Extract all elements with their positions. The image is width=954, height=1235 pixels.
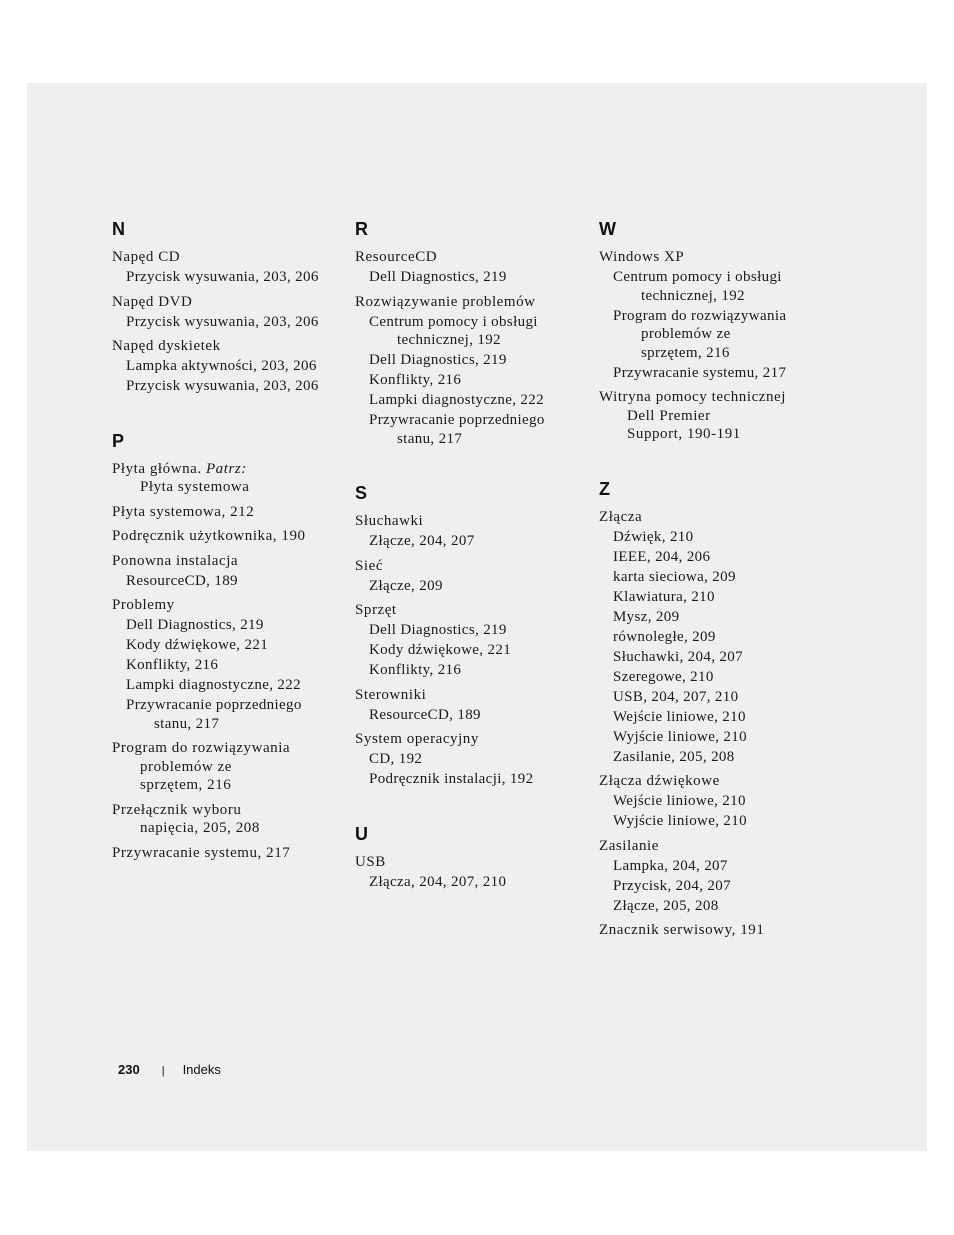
subentry-text: Złącze, 205, 208	[613, 897, 719, 914]
subentry-list	[355, 873, 595, 892]
index-term-text: ResourceCD	[355, 249, 438, 265]
index-subentry	[599, 877, 844, 896]
index-term	[112, 460, 352, 479]
subentry-text: Przycisk wysuwania, 203, 206	[126, 378, 319, 394]
index-term-text: Sprzęt	[355, 602, 397, 618]
index-term-text: Złącza	[599, 508, 643, 525]
subentry-text: IEEE, 204, 206	[613, 548, 711, 565]
index-term-text: Zasilanie	[599, 837, 659, 854]
index-section	[599, 478, 844, 940]
subentry-text: Lampka, 204, 207	[613, 857, 728, 874]
index-entry	[112, 337, 352, 396]
subentry-list	[355, 750, 595, 789]
see-reference: Patrz:	[205, 460, 247, 477]
section-letter: R	[355, 219, 368, 239]
index-section	[355, 218, 595, 448]
section-letter: W	[599, 219, 616, 239]
index-term-text: Podręcznik użytkownika, 190	[112, 528, 306, 544]
subentry-text: Podręcznik instalacji, 192	[369, 771, 534, 787]
subentry-text: Dell Diagnostics, 219	[126, 617, 264, 633]
index-subentry	[112, 313, 352, 332]
subentry-text: Dell Diagnostics, 219	[369, 622, 507, 638]
subentry-text: Przycisk wysuwania, 203, 206	[126, 313, 319, 330]
index-subentry	[112, 676, 352, 695]
index-term-text: Płyta systemowa, 212	[112, 503, 255, 520]
index-term	[599, 508, 844, 527]
subentry-text: Lampki diagnostyczne, 222	[126, 677, 301, 693]
index-subentry	[599, 857, 844, 876]
index-subentry	[599, 608, 844, 627]
index-term	[112, 739, 352, 758]
index-subentry	[599, 588, 844, 607]
index-entry	[112, 596, 352, 733]
section-letter: P	[112, 430, 125, 451]
index-term-continuation: problemów ze	[140, 758, 232, 775]
index-term	[112, 337, 352, 356]
index-entry	[599, 508, 844, 767]
index-subentry	[599, 364, 844, 383]
index-entry	[355, 293, 595, 449]
subentry-text: Mysz, 209	[613, 608, 680, 625]
index-subentry	[355, 750, 595, 769]
subentry-list	[599, 528, 844, 767]
subentry-text: Kody dźwiękowe, 221	[369, 642, 512, 658]
index-subentry	[599, 688, 844, 707]
index-subentry	[355, 706, 595, 725]
footer-section-title: Indeks	[182, 1062, 221, 1077]
index-term	[112, 844, 352, 863]
index-term	[355, 512, 595, 531]
index-subentry	[355, 391, 595, 410]
index-term-text: USB	[355, 853, 386, 870]
subentry-text: Wejście liniowe, 210	[613, 708, 746, 725]
index-term	[355, 248, 595, 267]
index-subentry	[355, 313, 595, 350]
index-section	[112, 430, 352, 863]
index-column-2	[355, 218, 595, 925]
index-entry	[112, 844, 352, 863]
footer-separator: |	[161, 1065, 165, 1077]
index-column-3	[599, 218, 844, 974]
subentry-text: Przywracanie poprzedniego	[369, 412, 545, 428]
index-subentry	[355, 577, 595, 596]
subentry-text: Przywracanie poprzedniego	[126, 697, 302, 713]
index-subentry	[599, 668, 844, 687]
subentry-continuation: technicznej, 192	[641, 287, 745, 304]
subentry-continuation: sprzętem, 216	[641, 344, 730, 361]
index-subentry	[112, 357, 352, 376]
section-letter: U	[355, 823, 368, 844]
index-term	[112, 293, 352, 312]
index-entry	[112, 739, 352, 795]
index-subentry	[112, 268, 352, 287]
subentry-continuation: stanu, 217	[397, 430, 463, 447]
subentry-text: Dell Diagnostics, 219	[369, 269, 507, 285]
index-entry	[355, 730, 595, 789]
subentry-text: Dźwięk, 210	[613, 528, 694, 545]
index-term	[112, 801, 352, 820]
index-entry	[355, 601, 595, 680]
subentry-text: Przywracanie systemu, 217	[613, 364, 787, 381]
index-entry	[355, 248, 595, 287]
index-term	[112, 552, 352, 571]
subentry-list	[355, 577, 595, 596]
index-entry	[112, 552, 352, 591]
subentry-text: Centrum pomocy i obsługi	[613, 269, 782, 285]
subentry-text: Program do rozwiązywania	[613, 307, 787, 324]
index-entry	[599, 772, 844, 831]
subentry-text: Słuchawki, 204, 207	[613, 648, 743, 665]
index-subentry	[599, 792, 844, 811]
index-term	[355, 601, 595, 620]
index-term	[112, 503, 352, 522]
subentry-list	[355, 268, 595, 287]
index-term	[112, 248, 352, 267]
index-entry	[112, 503, 352, 522]
index-column-1	[112, 218, 352, 896]
subentry-text: karta sieciowa, 209	[613, 568, 736, 585]
index-subentry	[599, 568, 844, 587]
index-subentry	[355, 770, 595, 789]
subentry-text: ResourceCD, 189	[126, 572, 238, 589]
index-subentry	[112, 656, 352, 675]
subentry-continuation: problemów ze	[641, 326, 731, 342]
index-term-text: Płyta główna.	[112, 460, 202, 477]
page-number: 230	[118, 1062, 140, 1077]
subentry-text: Wejście liniowe, 210	[613, 793, 746, 809]
index-subentry	[355, 411, 595, 448]
index-subentry	[112, 377, 352, 396]
subentry-list	[112, 616, 352, 733]
subentry-list	[355, 621, 595, 680]
subentry-text: Szeregowe, 210	[613, 668, 714, 685]
subentry-text: Złącza, 204, 207, 210	[369, 873, 507, 890]
index-subentry	[112, 696, 352, 733]
subentry-text: Lampka aktywności, 203, 206	[126, 358, 317, 374]
index-subentry	[355, 661, 595, 680]
index-term-text: Przełącznik wyboru	[112, 801, 242, 818]
index-term	[599, 837, 844, 856]
subentry-text: Konflikty, 216	[369, 372, 462, 388]
index-entry	[599, 248, 844, 382]
index-subentry	[112, 636, 352, 655]
index-subentry	[599, 268, 844, 305]
index-term-text: Ponowna instalacja	[112, 552, 239, 569]
index-term-text: Napęd dyskietek	[112, 338, 221, 354]
subentry-text: Lampki diagnostyczne, 222	[369, 392, 544, 408]
subentry-continuation: stanu, 217	[154, 715, 220, 732]
index-subentry	[599, 628, 844, 647]
subentry-text: CD, 192	[369, 751, 423, 767]
index-entry	[355, 557, 595, 596]
index-term	[112, 527, 352, 546]
subentry-text: Wyjście liniowe, 210	[613, 813, 747, 829]
section-letter: S	[355, 483, 368, 503]
index-term	[599, 248, 844, 267]
subentry-text: Przycisk, 204, 207	[613, 877, 731, 894]
index-section	[355, 482, 595, 789]
index-term-text: Znacznik serwisowy, 191	[599, 922, 765, 938]
index-entry	[112, 460, 352, 497]
index-section	[599, 218, 844, 444]
index-term	[355, 686, 595, 705]
subentry-text: Centrum pomocy i obsługi	[369, 313, 538, 330]
index-subentry	[599, 748, 844, 767]
index-entry	[599, 388, 844, 444]
index-subentry	[599, 548, 844, 567]
index-term-text: Złącza dźwiękowe	[599, 773, 720, 789]
index-subentry	[599, 648, 844, 667]
index-entry	[112, 248, 352, 287]
subentry-list	[355, 313, 595, 449]
subentry-text: USB, 204, 207, 210	[613, 688, 739, 705]
index-subentry	[112, 616, 352, 635]
index-entry	[112, 527, 352, 546]
index-term-continuation: Support, 190-191	[627, 426, 741, 442]
index-term	[599, 388, 844, 407]
index-term-text: Program do rozwiązywania	[112, 740, 291, 756]
index-term-text: Sieć	[355, 557, 384, 574]
page-footer	[118, 1062, 221, 1077]
subentry-list	[599, 792, 844, 831]
subentry-text: Kody dźwiękowe, 221	[126, 637, 269, 653]
index-subentry	[599, 812, 844, 831]
index-entry	[112, 801, 352, 838]
index-term-text: Witryna pomocy technicznej	[599, 389, 786, 405]
subentry-text: ResourceCD, 189	[369, 706, 481, 723]
section-letter: N	[112, 219, 125, 239]
index-subentry	[355, 641, 595, 660]
index-term-continuation: napięcia, 205, 208	[140, 820, 260, 836]
index-term-text: Przywracanie systemu, 217	[112, 844, 291, 861]
index-subentry	[599, 708, 844, 727]
index-term	[355, 293, 595, 312]
index-subentry	[355, 621, 595, 640]
subentry-text: Przycisk wysuwania, 203, 206	[126, 269, 319, 285]
subentry-text: Konflikty, 216	[369, 662, 462, 678]
subentry-list	[112, 313, 352, 332]
subentry-text: Klawiatura, 210	[613, 588, 715, 605]
index-term-text: Rozwiązywanie problemów	[355, 293, 536, 310]
index-section	[355, 823, 595, 892]
index-term-continuation: Płyta systemowa	[140, 479, 250, 495]
index-term	[355, 557, 595, 576]
subentry-list	[599, 857, 844, 916]
subentry-list	[599, 268, 844, 382]
index-entry	[355, 686, 595, 725]
index-subentry	[355, 532, 595, 551]
subentry-list	[112, 572, 352, 591]
index-entry	[355, 512, 595, 551]
index-term	[599, 921, 844, 940]
index-term-text: Windows XP	[599, 249, 685, 265]
index-term-continuation: Dell Premier	[627, 407, 711, 424]
index-term-text: Słuchawki	[355, 513, 424, 529]
subentry-text: Złącze, 204, 207	[369, 533, 475, 549]
index-subentry	[355, 371, 595, 390]
subentry-text: Zasilanie, 205, 208	[613, 748, 735, 765]
index-term	[355, 853, 595, 872]
index-subentry	[599, 728, 844, 747]
index-term	[112, 596, 352, 615]
index-subentry	[599, 897, 844, 916]
index-subentry	[112, 572, 352, 591]
index-term-text: Problemy	[112, 597, 175, 613]
index-entry	[355, 853, 595, 892]
subentry-list	[112, 268, 352, 287]
index-entry	[599, 837, 844, 916]
index-entry	[112, 293, 352, 332]
subentry-text: równoległe, 209	[613, 628, 716, 645]
index-subentry	[599, 528, 844, 547]
section-letter: Z	[599, 478, 610, 499]
subentry-text: Dell Diagnostics, 219	[369, 352, 507, 368]
index-subentry	[355, 873, 595, 892]
subentry-text: Wyjście liniowe, 210	[613, 728, 747, 745]
index-term-text: Napęd DVD	[112, 293, 193, 310]
index-term	[355, 730, 595, 749]
index-term-text: System operacyjny	[355, 731, 479, 747]
index-section	[112, 218, 352, 396]
subentry-list	[112, 357, 352, 396]
index-subentry	[355, 268, 595, 287]
index-subentry	[599, 307, 844, 363]
subentry-text: Złącze, 209	[369, 577, 443, 594]
index-term-text: Sterowniki	[355, 686, 427, 703]
index-term-text: Napęd CD	[112, 249, 181, 265]
subentry-list	[355, 532, 595, 551]
index-entry	[599, 921, 844, 940]
subentry-text: Konflikty, 216	[126, 657, 219, 673]
index-term	[599, 772, 844, 791]
index-subentry	[355, 351, 595, 370]
subentry-continuation: technicznej, 192	[397, 332, 501, 348]
subentry-list	[355, 706, 595, 725]
index-term-continuation: sprzętem, 216	[140, 777, 232, 793]
